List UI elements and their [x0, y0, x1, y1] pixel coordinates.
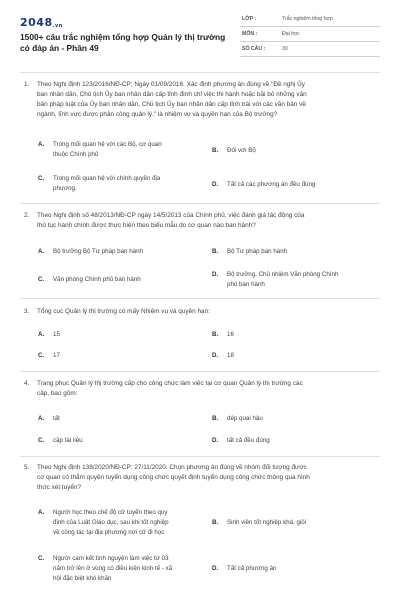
info-value: 30: [282, 46, 288, 52]
option-line: năm trở lên ở vùng có điều kiện kinh tế - xã: [53, 565, 173, 572]
option-text: [227, 180, 377, 190]
question-line: thủ tục hành chính được thực hiện theo biểu mẫu do cơ quan nào ban hành?: [37, 222, 256, 229]
question-line: cấp, bao gồm:: [37, 390, 78, 397]
option-line: 18: [227, 352, 234, 359]
question-1: [20, 80, 380, 120]
option-letter: C.: [38, 555, 45, 562]
option-line: cặp tài liệu: [53, 437, 83, 444]
page-title: 1500+ câu trắc nghiệm tổng hợp Quản lý thị trường có đáp án - Phần 49: [20, 32, 226, 53]
option-letter: A.: [38, 509, 45, 516]
question-line: bản pháp luật của Ủy ban nhân dân, Chủ tịch Ủy ban nhân dân cấp tỉnh trái với các văn bản về: [37, 101, 306, 108]
option-line: về công tác tại địa phương nơi cử đi học: [53, 529, 165, 536]
divider: [20, 298, 380, 299]
question-number: 4.: [24, 380, 30, 387]
info-row-class: [240, 12, 380, 27]
divider: [20, 72, 380, 73]
question-line: Theo Nghị định số 48/2013/NĐ-CP ngày 14/5/2013 của Chính phủ, việc đánh giá tác động của: [37, 212, 305, 219]
option-line: Trong mối quan hệ với chính quyền địa: [53, 175, 161, 182]
option-text: [227, 270, 377, 290]
option-line: Văn phòng Chính phủ ban hành: [53, 276, 141, 283]
option-text: [227, 414, 377, 424]
option-letter: D.: [212, 181, 219, 188]
option-letter: C.: [38, 276, 45, 283]
divider: [20, 203, 380, 204]
option-letter: D.: [212, 352, 219, 359]
option-line: tất cả đều đúng: [227, 437, 270, 444]
option-letter: A.: [38, 141, 45, 148]
option-line: 15: [53, 331, 60, 338]
question-number: 1.: [24, 81, 30, 88]
question-stem: [20, 80, 380, 120]
question-3: [20, 307, 380, 317]
question-number: 2.: [24, 212, 30, 219]
option-letter: A.: [38, 248, 45, 255]
info-row-subject: [240, 27, 380, 42]
option-letter: A.: [38, 331, 45, 338]
site-logo[interactable]: [20, 16, 63, 29]
option-text: [53, 414, 203, 424]
option-letter: C.: [38, 352, 45, 359]
option-text: [53, 174, 203, 194]
info-value: Trắc nghiệm tổng hợp: [282, 16, 333, 22]
option-letter: D.: [212, 437, 219, 444]
option-text: [53, 140, 203, 160]
option-line: Bộ Tư pháp ban hành: [227, 248, 288, 255]
option-line: Đối với Bộ: [227, 147, 256, 154]
question-number: 3.: [24, 308, 30, 315]
option-line: tất: [53, 415, 60, 422]
option-letter: C.: [38, 175, 45, 182]
option-text: [227, 351, 377, 361]
question-stem: [20, 307, 380, 317]
question-line: ban nhân dân, Chủ tịch Ủy ban nhân dân cấp tỉnh đình chỉ việc thi hành hoặc bãi bỏ những văn: [37, 91, 307, 98]
option-text: [53, 275, 203, 285]
option-line: thuộc Chính phủ: [53, 151, 99, 158]
question-4: [20, 379, 380, 399]
question-text: [37, 211, 380, 231]
question-line: Theo Nghị định 123/2016/NĐ-CP; Ngày 01/09/2016. Xác định phương án đúng về "Đề nghị Ủy: [37, 81, 305, 88]
question-stem: [20, 463, 380, 493]
question-line: Theo Nghị định 138/2020/NĐ-CP; 27/11/2020. Chọn phương án đúng về nhóm đối tượng được: [37, 464, 307, 471]
option-letter: B.: [212, 248, 219, 255]
option-text: [53, 508, 203, 538]
option-text: [227, 146, 377, 156]
document-header: [20, 12, 380, 68]
option-line: phủ ban hành: [227, 281, 265, 288]
question-number: 5.: [24, 464, 30, 471]
logo-suffix: .vn: [52, 23, 63, 29]
question-text: [37, 307, 380, 317]
option-letter: A.: [38, 415, 45, 422]
divider: [20, 456, 380, 457]
logo-text: 2048: [20, 16, 53, 29]
option-letter: D.: [212, 565, 219, 572]
option-line: Tất cả các phương án đều đúng: [227, 181, 316, 188]
option-text: [53, 554, 203, 584]
option-letter: B.: [212, 415, 219, 422]
divider: [20, 371, 380, 372]
question-text: [37, 80, 380, 120]
option-line: phương.: [53, 185, 77, 192]
option-line: 17: [53, 352, 60, 359]
option-text: [227, 330, 377, 340]
option-line: Bộ trưởng Bộ Tư pháp ban hành: [53, 248, 143, 255]
option-line: Người học theo chế độ cử tuyển theo quy: [53, 509, 168, 516]
option-text: [53, 436, 203, 446]
option-line: 16: [227, 331, 234, 338]
info-label: MÔN :: [242, 31, 258, 37]
option-text: [227, 564, 377, 574]
option-letter: B.: [212, 331, 219, 338]
option-text: [53, 351, 203, 361]
question-line: cơ quan có thẩm quyền tuyển dụng công chức quyết định tuyển dụng công chức thông qua hình: [37, 474, 310, 481]
option-line: hội đặc biệt khó khăn: [53, 575, 112, 582]
option-text: [227, 247, 377, 257]
option-line: Bộ trưởng, Chủ nhiệm Văn phòng Chính: [227, 271, 339, 278]
question-2: [20, 211, 380, 231]
question-line: Trang phục Quản lý thị trường cấp cho công chức làm việc tại cơ quan Quản lý thị trường các: [37, 380, 303, 387]
option-letter: C.: [38, 437, 45, 444]
question-stem: [20, 211, 380, 231]
info-row-count: [240, 42, 380, 57]
option-letter: B.: [212, 519, 219, 526]
info-label: SỐ CÂU :: [242, 46, 266, 52]
question-line: Tổng cục Quản lý thị trường có mấy Nhiệm vụ và quyền hạn:: [37, 308, 210, 315]
info-value: Đại học: [282, 31, 300, 37]
option-letter: B.: [212, 147, 219, 154]
option-line: Sinh viên tốt nghiệp khá, giỏi: [227, 519, 307, 526]
option-line: Người cam kết tình nguyện làm việc từ 03: [53, 555, 169, 562]
option-text: [53, 247, 203, 257]
option-text: [227, 518, 377, 528]
option-text: [53, 330, 203, 340]
question-text: [37, 463, 380, 493]
question-stem: [20, 379, 380, 399]
question-line: thức xét tuyển?: [37, 484, 82, 491]
info-label: LỚP :: [242, 16, 257, 22]
info-table: [240, 12, 380, 57]
option-line: dép quai hậu: [227, 415, 263, 422]
option-line: Tất cả phương án: [227, 565, 277, 572]
question-line: ngành, lĩnh vực được phân công quản lý." là nhiệm vụ và quyền hạn của Bộ trưởng?: [37, 111, 278, 118]
option-letter: D.: [212, 271, 219, 278]
option-line: Trong mối quan hệ với các Bộ, cơ quan: [53, 141, 162, 148]
question-5: [20, 463, 380, 493]
option-text: [227, 436, 377, 446]
question-text: [37, 379, 380, 399]
option-line: định của Luật Giáo dục, sau khi tốt nghiệp: [53, 519, 169, 526]
